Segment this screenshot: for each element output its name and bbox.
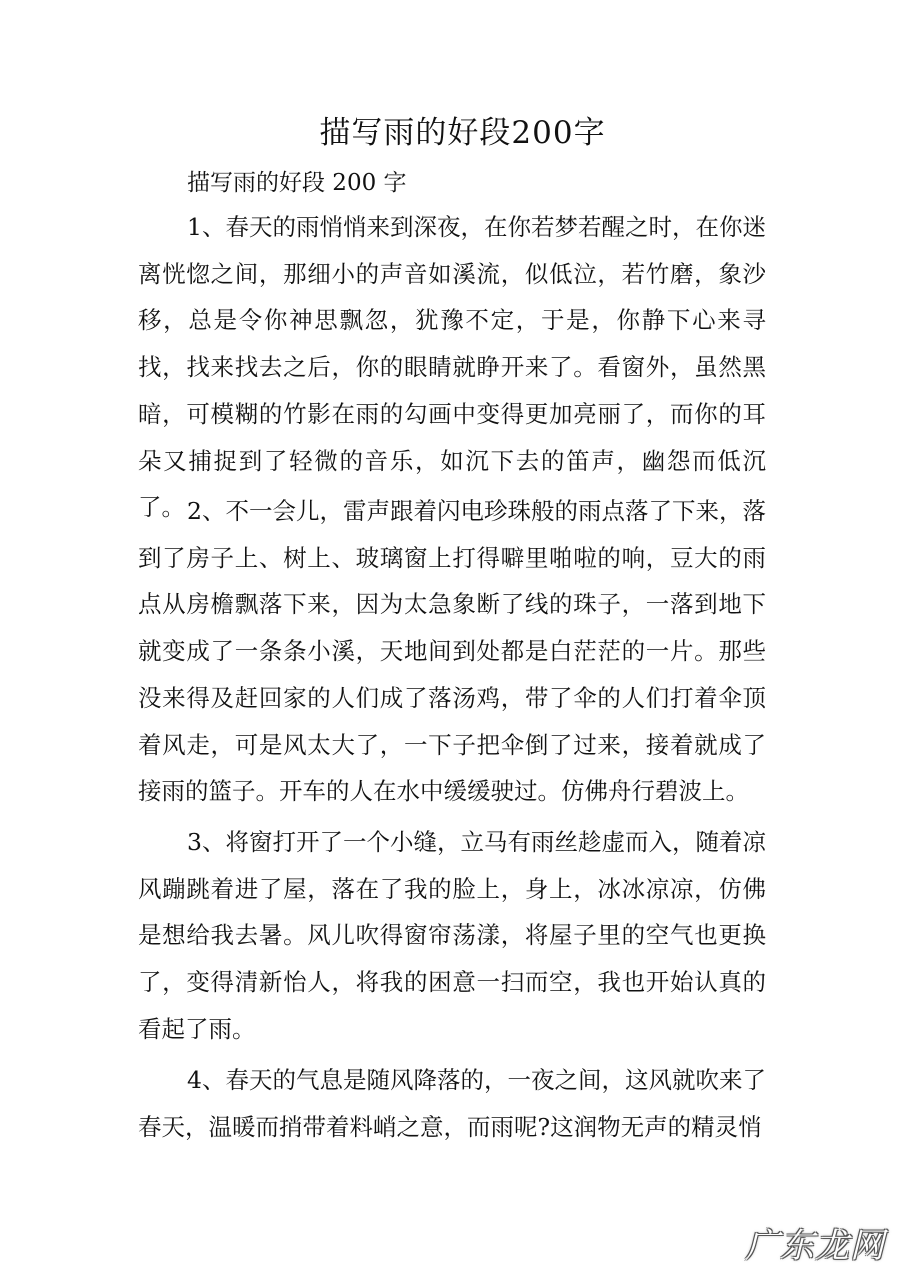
site-watermark: 广东龙网 (745, 1226, 885, 1266)
paragraph-3: 3、将窗打开了一个小缝，立马有雨丝趁虚而入，随着凉风蹦跳着进了屋，落在了我的脸上，身上，冰冰凉凉，仿佛是想给我去暑。风儿吹得窗帘荡漾，将屋子里的空气也更换了，变得清新怡人，将我的困意一扫而空，我也开始认真的看起了雨。 (138, 828, 766, 1043)
paragraph-2: 2、不一会儿，雷声跟着闪电珍珠般的雨点落了下来，落到了房子上、树上、玻璃窗上打得噼里啪啦的响，豆大的雨点从房檐飘落下来，因为太急象断了线的珠子，一落到地下就变成了一条条小溪，天地间到处都是白茫茫的一片。那些没来得及赶回家的人们成了落汤鸡，带了伞的人们打着伞顶着风走，可是风太大了，一下子把伞倒了过来，接着就成了接雨的篮子。开车的人在水中缓缓驶过。仿佛舟行碧波上。 (138, 497, 766, 806)
document-title: 描写雨的好段200字 (319, 115, 606, 151)
document-subtitle: 描写雨的好段 200 字 (187, 170, 407, 196)
paragraph-4: 4、春天的气息是随风降落的，一夜之间，这风就吹来了春天，温暖而捎带着料峭之意，而雨呢?这润物无声的精灵悄 (138, 1066, 766, 1141)
paragraph-1: 1、春天的雨悄悄来到深夜，在你若梦若醒之时，在你迷离恍惚之间，那细小的声音如溪流，似低泣，若竹磨，象沙移，总是令你神思飘忽，犹豫不定，于是，你静下心来寻找，找来找去之后，你的眼睛就睁开来了。看窗外，虽然黑暗，可模糊的竹影在雨的勾画中变得更加亮丽了，而你的耳朵又捕捉到了轻微的音乐，如沉下去的笛声，幽怨而低沉了。 (138, 213, 766, 522)
